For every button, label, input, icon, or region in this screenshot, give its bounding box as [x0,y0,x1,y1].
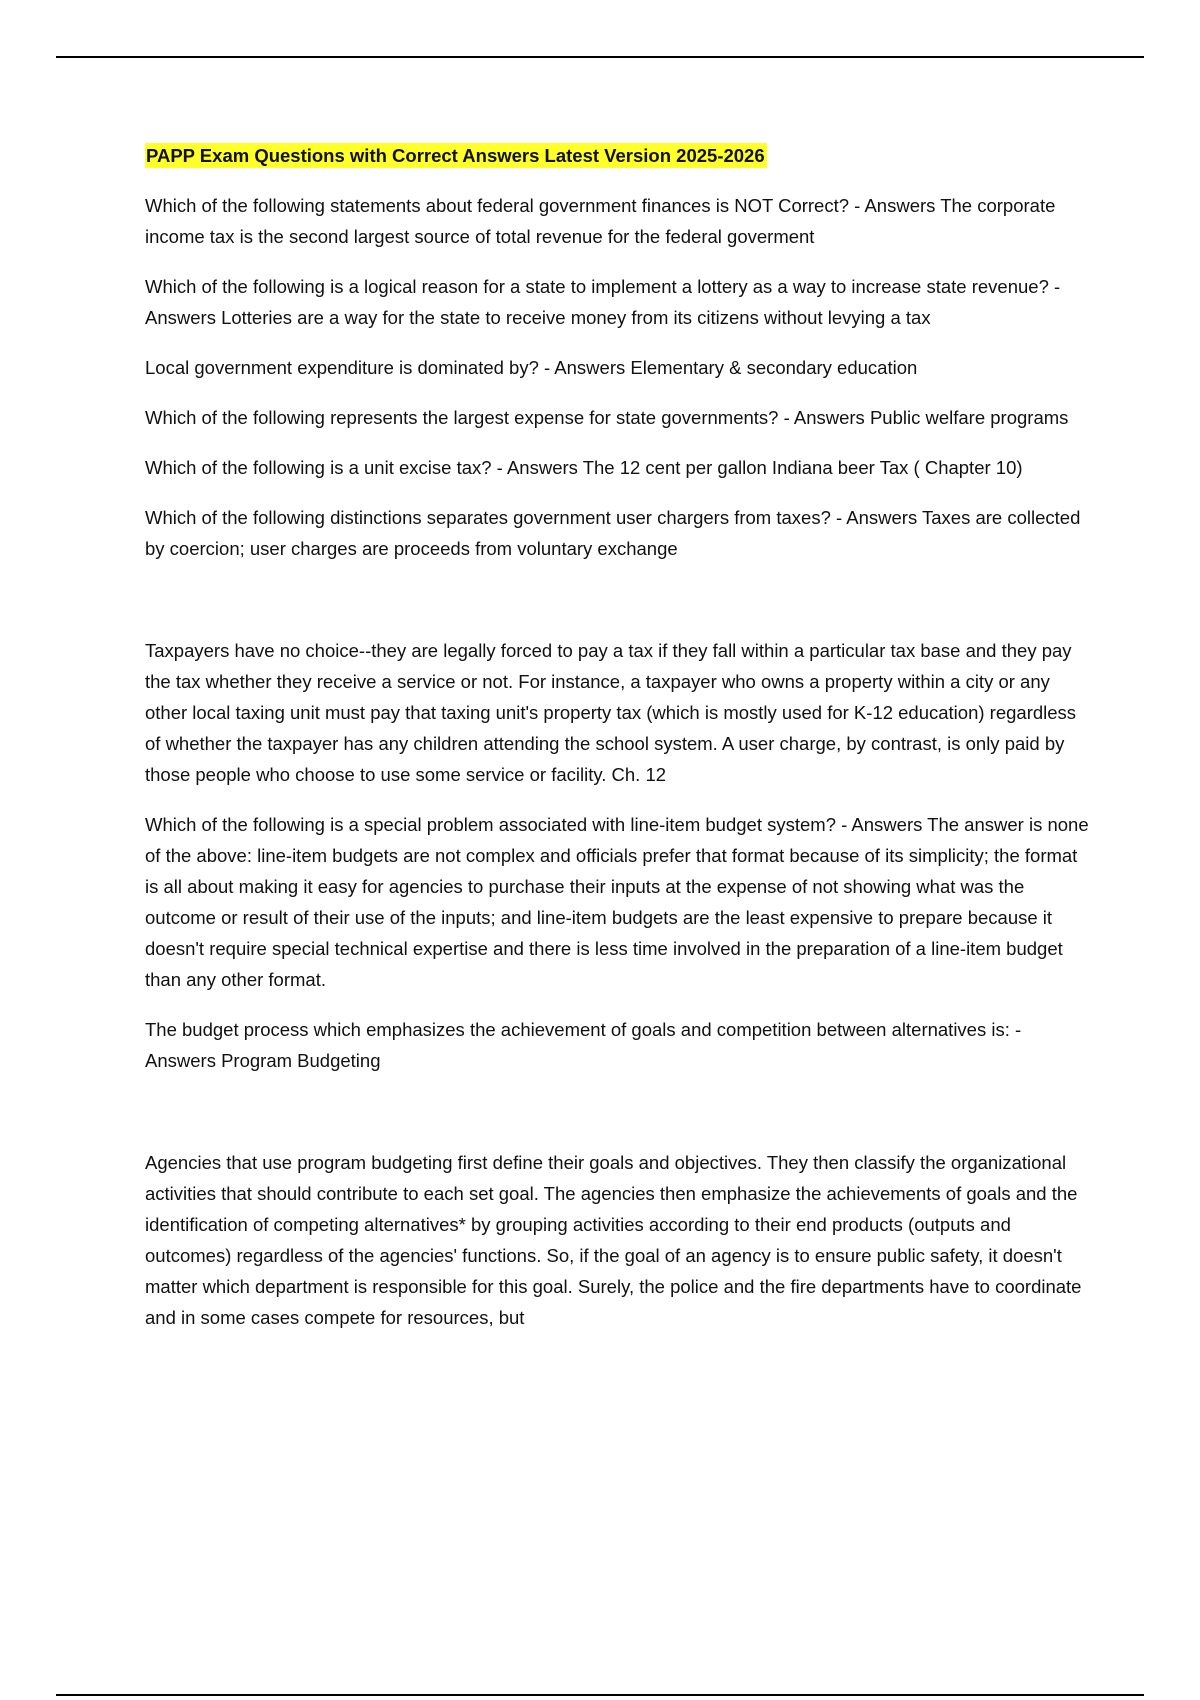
qa-user-charges-vs-taxes: Which of the following distinctions separates government user chargers from taxes? - Answers Taxes are collected by coercion; user charges are proceeds from voluntary exchange [145,507,1081,559]
footer-rule [56,1694,1144,1696]
header-rule [56,56,1144,58]
qa-local-expenditure: Local government expenditure is dominated by? - Answers Elementary & secondary education [145,357,918,378]
document-title: PAPP Exam Questions with Correct Answers Latest Version 2025-2026 [146,145,765,166]
paragraph-gap [145,1095,1090,1147]
explanation-program-budgeting: Agencies that use program budgeting first define their goals and objectives. They then classify the organizational activities that should contribute to each set goal. The agencies then emphasize the achievements of goals and the identification of competing alternatives* by grouping activities according to their end products (outputs and outcomes) regardless of the agencies' functions. So, if the goal of an agency is to ensure public safety, it doesn't matter which department is responsible for this goal. Surely, the police and the fire departments have to coordinate and in some cases compete for resources, but [145,1152,1082,1328]
qa-state-largest-expense: Which of the following represents the largest expense for state governments? - Answers Public welfare programs [145,407,1069,428]
document-body [145,143,1090,1352]
qa-program-budgeting: The budget process which emphasizes the achievement of goals and competition between alternatives is: - Answers Program Budgeting [145,1019,1022,1071]
qa-line-item-budget: Which of the following is a special problem associated with line-item budget system? - Answers The answer is none of the above: line-item budgets are not complex and officials prefer that format because of its simplicity; the format is all about making it easy for agencies to purchase their inputs at the expense of not showing what was the outcome or result of their use of the inputs; and line-item budgets are the least expensive to prepare because it doesn't require special technical expertise and there is less time involved in the preparation of a line-item budget than any other format. [145,814,1089,990]
explanation-taxpayers: Taxpayers have no choice--they are legally forced to pay a tax if they fall within a particular tax base and they pay the tax whether they receive a service or not. For instance, a taxpayer who owns a property within a city or any other local taxing unit must pay that taxing unit's property tax (which is mostly used for K-12 education) regardless of whether the taxpayer has any children attending the school system. A user charge, by contrast, is only paid by those people who choose to use some service or facility. Ch. 12 [145,640,1077,785]
qa-unit-excise-tax: Which of the following is a unit excise tax? - Answers The 12 cent per gallon Indiana beer Tax ( Chapter 10) [145,457,1023,478]
paragraph-gap [145,583,1090,635]
qa-federal-finances: Which of the following statements about federal government finances is NOT Correct? - Answers The corporate income tax is the second largest source of total revenue for the federal goverment [145,195,1056,247]
qa-state-lottery: Which of the following is a logical reason for a state to implement a lottery as a way to increase state revenue? - Answers Lotteries are a way for the state to receive money from its citizens without levying a tax [145,276,1061,328]
